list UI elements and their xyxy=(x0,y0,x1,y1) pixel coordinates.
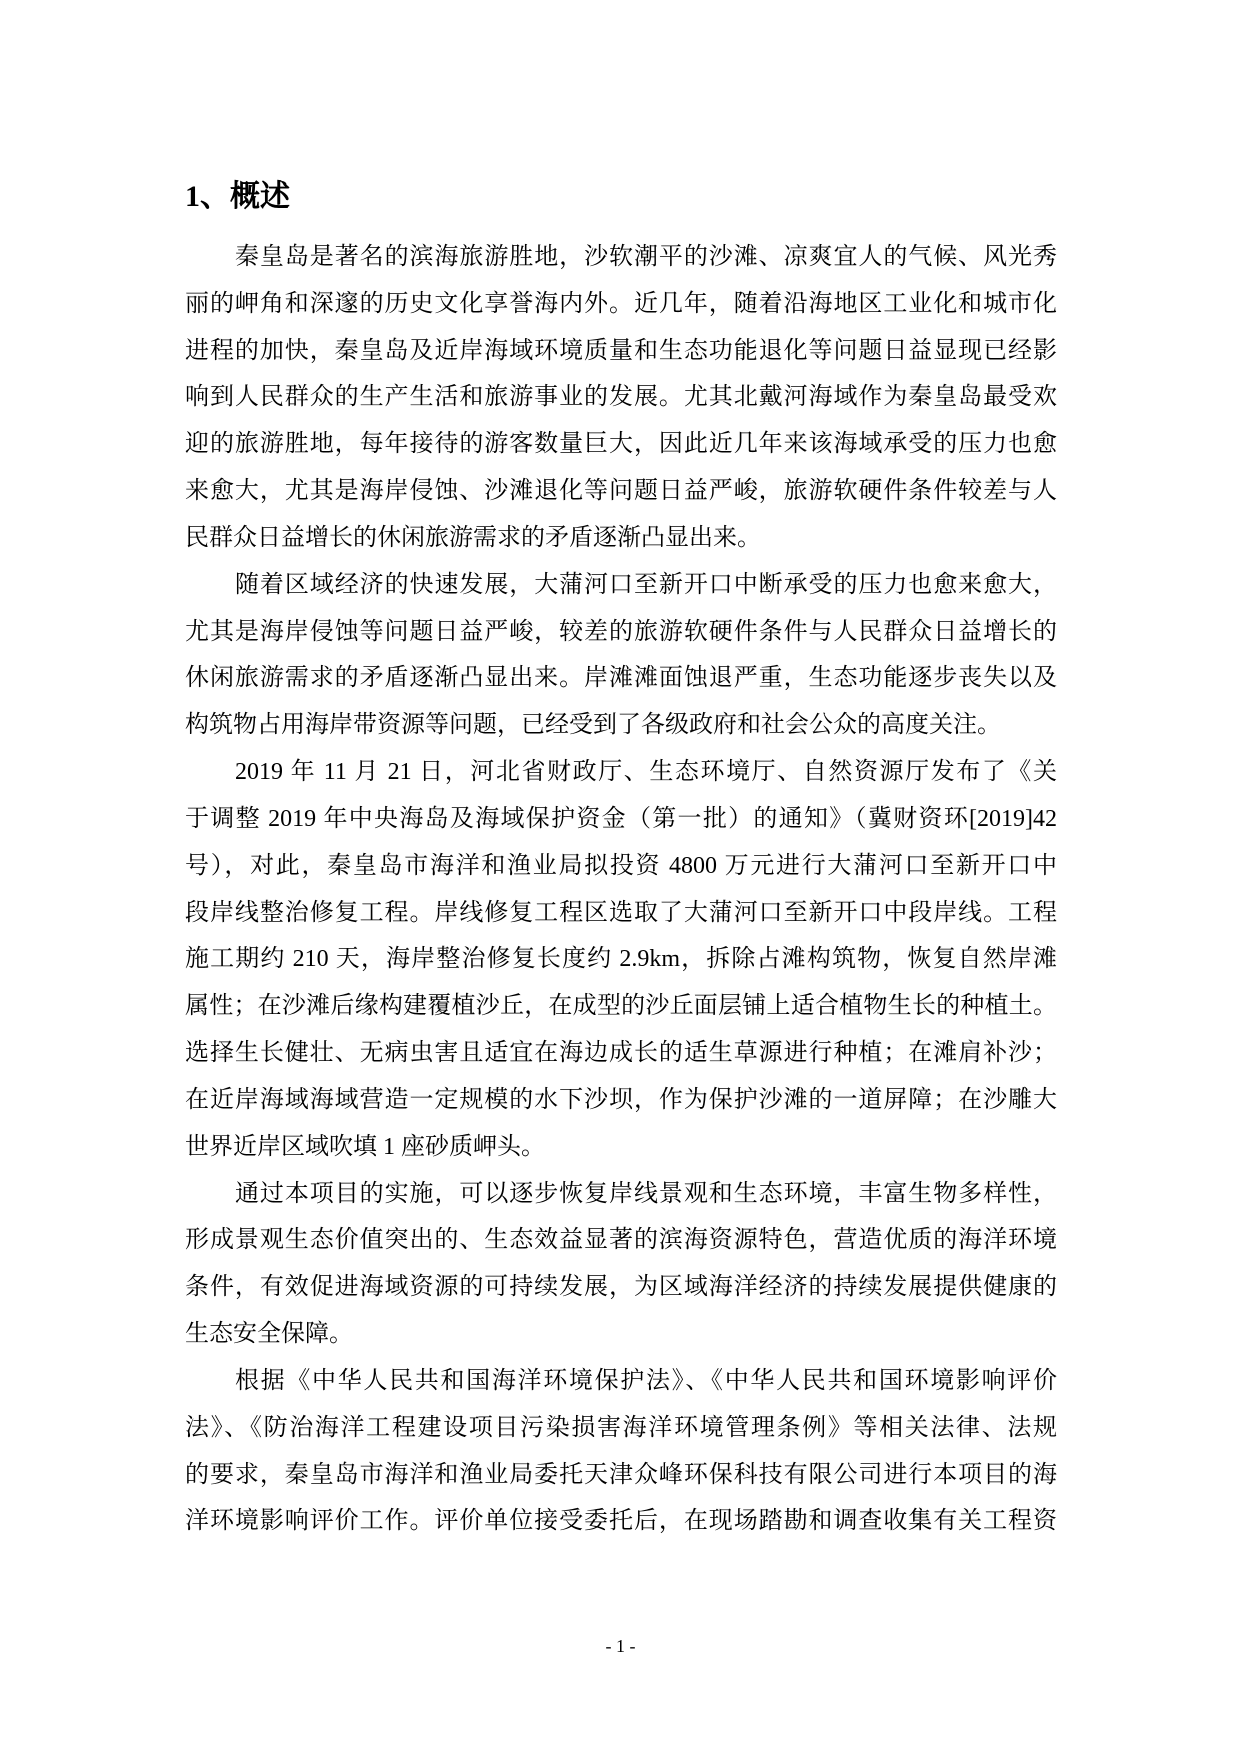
text-line: 段岸线整治修复工程。岸线修复工程区选取了大蒲河口至新开口中段岸线。工程 xyxy=(185,899,1057,926)
text-line: 条件，有效促进海域资源的可持续发展，为区域海洋经济的持续发展提供健康的 xyxy=(185,1274,1057,1301)
paragraph-4 xyxy=(185,1171,1057,1358)
text-line: 民群众日益增长的休闲旅游需求的矛盾逐渐凸显出来。 xyxy=(185,524,761,551)
text-line: 休闲旅游需求的矛盾逐渐凸显出来。岸滩滩面蚀退严重，生态功能逐步丧失以及 xyxy=(185,665,1057,692)
text-line: 尤其是海岸侵蚀等问题日益严峻，较差的旅游软硬件条件与人民群众日益增长的 xyxy=(185,618,1057,645)
text-line: 施工期约 210 天，海岸整治修复长度约 2.9km，拆除占滩构筑物，恢复自然岸滩 xyxy=(185,946,1057,973)
text-line: 响到人民群众的生产生活和旅游事业的发展。尤其北戴河海域作为秦皇岛最受欢 xyxy=(185,384,1057,411)
text-line: 洋环境影响评价工作。评价单位接受委托后，在现场踏勘和调查收集有关工程资 xyxy=(185,1508,1057,1535)
text-line: 丽的岬角和深邃的历史文化享誉海内外。近几年，随着沿海地区工业化和城市化 xyxy=(185,290,1057,317)
text-line: 通过本项目的实施，可以逐步恢复岸线景观和生态环境，丰富生物多样性， xyxy=(235,1180,1057,1207)
text-line: 形成景观生态价值突出的、生态效益显著的滨海资源特色，营造优质的海洋环境 xyxy=(185,1227,1057,1254)
text-line: 构筑物占用海岸带资源等问题，已经受到了各级政府和社会公众的高度关注。 xyxy=(185,712,1001,739)
text-line: 来愈大，尤其是海岸侵蚀、沙滩退化等问题日益严峻，旅游软硬件条件较差与人 xyxy=(185,478,1057,505)
text-line: 选择生长健壮、无病虫害且适宜在海边成长的适生草源进行种植；在滩肩补沙； xyxy=(185,1040,1057,1067)
text-line: 迎的旅游胜地，每年接待的游客数量巨大，因此近几年来该海域承受的压力也愈 xyxy=(185,431,1057,458)
text-line: 2019 年 11 月 21 日，河北省财政厅、生态环境厅、自然资源厅发布了《关 xyxy=(235,759,1057,786)
text-line: 法》、《防治海洋工程建设项目污染损害海洋环境管理条例》等相关法律、法规 xyxy=(185,1414,1057,1441)
page-number: - 1 - xyxy=(605,1636,636,1656)
text-line: 生态安全保障。 xyxy=(185,1321,353,1348)
text-line: 的要求，秦皇岛市海洋和渔业局委托天津众峰环保科技有限公司进行本项目的海 xyxy=(185,1461,1057,1488)
section-heading: 1、概述 xyxy=(185,180,290,213)
body-text xyxy=(185,234,1057,1545)
paragraph-2 xyxy=(185,562,1057,749)
text-line: 秦皇岛是著名的滨海旅游胜地，沙软潮平的沙滩、凉爽宜人的气候、风光秀 xyxy=(235,244,1057,270)
text-line: 属性；在沙滩后缘构建覆植沙丘，在成型的沙丘面层铺上适合植物生长的种植土。 xyxy=(185,993,1057,1020)
text-line: 进程的加快，秦皇岛及近岸海域环境质量和生态功能退化等问题日益显现已经影 xyxy=(185,337,1057,364)
text-line: 世界近岸区域吹填 1 座砂质岬头。 xyxy=(185,1133,545,1160)
paragraph-5 xyxy=(185,1358,1057,1545)
text-line: 号），对此，秦皇岛市海洋和渔业局拟投资 4800 万元进行大蒲河口至新开口中 xyxy=(185,852,1057,879)
text-line: 随着区域经济的快速发展，大蒲河口至新开口中断承受的压力也愈来愈大， xyxy=(235,571,1057,598)
text-line: 于调整 2019 年中央海岛及海域保护资金（第一批）的通知》（冀财资环[2019]42 xyxy=(185,805,1057,832)
text-line: 在近岸海域海域营造一定规模的水下沙坝，作为保护沙滩的一道屏障；在沙雕大 xyxy=(185,1086,1057,1113)
paragraph-1 xyxy=(185,234,1057,562)
text-line: 根据《中华人民共和国海洋环境保护法》、《中华人民共和国环境影响评价 xyxy=(235,1367,1057,1394)
paragraph-3 xyxy=(185,749,1057,1170)
